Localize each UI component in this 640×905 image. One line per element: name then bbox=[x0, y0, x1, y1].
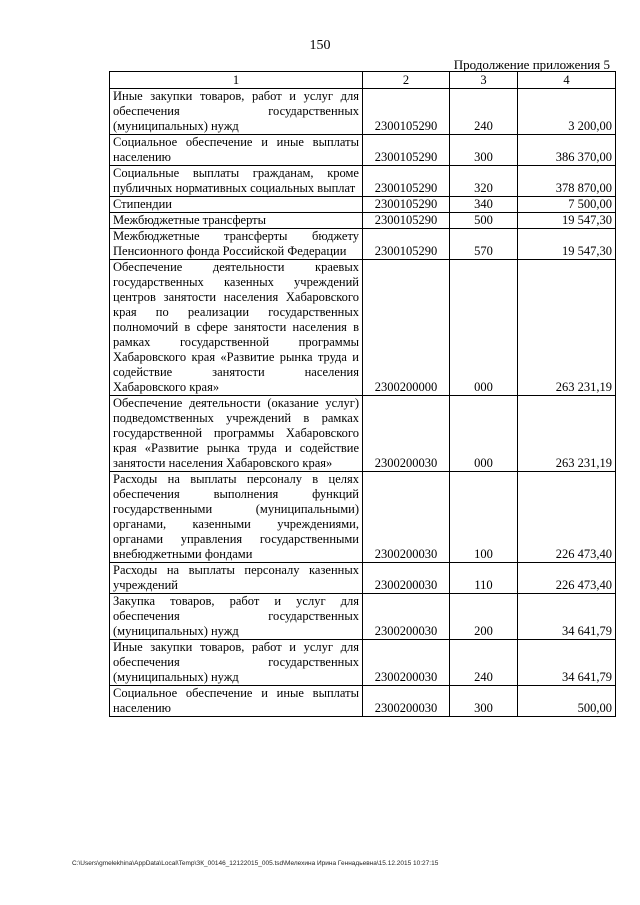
name-cell: Иные закупки товаров, работ и услуг для обеспечения государственных (муниципальных) нужд bbox=[110, 89, 363, 135]
table-row bbox=[110, 197, 616, 213]
expense-type-cell: 000 bbox=[450, 396, 518, 472]
expense-type-cell: 300 bbox=[450, 686, 518, 717]
amount-cell: 386 370,00 bbox=[518, 135, 616, 166]
continuation-note: Продолжение приложения 5 bbox=[453, 57, 610, 72]
name-cell: Расходы на выплаты персоналу в целях обеспечения выполнения функций государственными (муниципальными) органами, казенными учреждениями, органами управления государственными внебюджетными фондами bbox=[110, 472, 363, 563]
column-header: 4 bbox=[518, 72, 616, 89]
column-header: 1 bbox=[110, 72, 363, 89]
name-cell: Социальное обеспечение и иные выплаты населению bbox=[110, 686, 363, 717]
expense-type-cell: 500 bbox=[450, 213, 518, 229]
code-cell: 2300105290 bbox=[363, 197, 450, 213]
code-cell: 2300200030 bbox=[363, 686, 450, 717]
code-cell: 2300105290 bbox=[363, 213, 450, 229]
expense-type-cell: 100 bbox=[450, 472, 518, 563]
expense-type-cell: 340 bbox=[450, 197, 518, 213]
table-row bbox=[110, 563, 616, 594]
table-row bbox=[110, 135, 616, 166]
table-row bbox=[110, 594, 616, 640]
code-cell: 2300105290 bbox=[363, 89, 450, 135]
name-cell: Межбюджетные трансферты bbox=[110, 213, 363, 229]
code-cell: 2300105290 bbox=[363, 229, 450, 260]
amount-cell: 19 547,30 bbox=[518, 229, 616, 260]
amount-cell: 263 231,19 bbox=[518, 396, 616, 472]
code-cell: 2300200030 bbox=[363, 640, 450, 686]
expense-type-cell: 320 bbox=[450, 166, 518, 197]
table-row bbox=[110, 686, 616, 717]
amount-cell: 378 870,00 bbox=[518, 166, 616, 197]
table-row bbox=[110, 166, 616, 197]
amount-cell: 3 200,00 bbox=[518, 89, 616, 135]
name-cell: Социальное обеспечение и иные выплаты населению bbox=[110, 135, 363, 166]
amount-cell: 226 473,40 bbox=[518, 563, 616, 594]
code-cell: 2300200030 bbox=[363, 594, 450, 640]
amount-cell: 263 231,19 bbox=[518, 260, 616, 396]
expense-type-cell: 110 bbox=[450, 563, 518, 594]
code-cell: 2300200000 bbox=[363, 260, 450, 396]
name-cell: Стипендии bbox=[110, 197, 363, 213]
expense-type-cell: 240 bbox=[450, 89, 518, 135]
expense-type-cell: 300 bbox=[450, 135, 518, 166]
amount-cell: 500,00 bbox=[518, 686, 616, 717]
amount-cell: 226 473,40 bbox=[518, 472, 616, 563]
name-cell: Межбюджетные трансферты бюджету Пенсионного фонда Российской Федерации bbox=[110, 229, 363, 260]
name-cell: Расходы на выплаты персоналу казенных учреждений bbox=[110, 563, 363, 594]
code-cell: 2300200030 bbox=[363, 472, 450, 563]
amount-cell: 19 547,30 bbox=[518, 213, 616, 229]
expense-type-cell: 240 bbox=[450, 640, 518, 686]
expense-type-cell: 000 bbox=[450, 260, 518, 396]
name-cell: Обеспечение деятельности (оказание услуг) подведомственных учреждений в рамках государственной программы Хабаровского края «Развитие рынка труда и содействие занятости населения Хабаровского края» bbox=[110, 396, 363, 472]
budget-table bbox=[109, 71, 616, 717]
expense-type-cell: 570 bbox=[450, 229, 518, 260]
column-header: 2 bbox=[363, 72, 450, 89]
code-cell: 2300105290 bbox=[363, 166, 450, 197]
column-header: 3 bbox=[450, 72, 518, 89]
table-row bbox=[110, 260, 616, 396]
name-cell: Иные закупки товаров, работ и услуг для обеспечения государственных (муниципальных) нужд bbox=[110, 640, 363, 686]
table-row bbox=[110, 640, 616, 686]
expense-type-cell: 200 bbox=[450, 594, 518, 640]
table-row bbox=[110, 89, 616, 135]
name-cell: Обеспечение деятельности краевых государственных казенных учреждений центров занятости населения Хабаровского края по реализации государственных полномочий в сфере занятости населения в рамках государственной программы Хабаровского края «Развитие рынка труда и содействие занятости населения Хабаровского края» bbox=[110, 260, 363, 396]
table-row bbox=[110, 213, 616, 229]
name-cell: Социальные выплаты гражданам, кроме публичных нормативных социальных выплат bbox=[110, 166, 363, 197]
table-row bbox=[110, 396, 616, 472]
name-cell: Закупка товаров, работ и услуг для обеспечения государственных (муниципальных) нужд bbox=[110, 594, 363, 640]
amount-cell: 34 641,79 bbox=[518, 640, 616, 686]
amount-cell: 7 500,00 bbox=[518, 197, 616, 213]
table-header-row bbox=[110, 72, 616, 89]
code-cell: 2300200030 bbox=[363, 563, 450, 594]
table-row bbox=[110, 229, 616, 260]
page-number: 150 bbox=[309, 38, 331, 53]
file-path-footer: C:\Users\gmelekhina\AppData\Local\Temp\ЗК_00146_12122015_005.tsd\Мелехина Ирина Геннадьевна\15.12.2015 10:27:15 bbox=[72, 860, 439, 867]
code-cell: 2300105290 bbox=[363, 135, 450, 166]
table-row bbox=[110, 472, 616, 563]
amount-cell: 34 641,79 bbox=[518, 594, 616, 640]
table-body bbox=[110, 89, 616, 717]
code-cell: 2300200030 bbox=[363, 396, 450, 472]
